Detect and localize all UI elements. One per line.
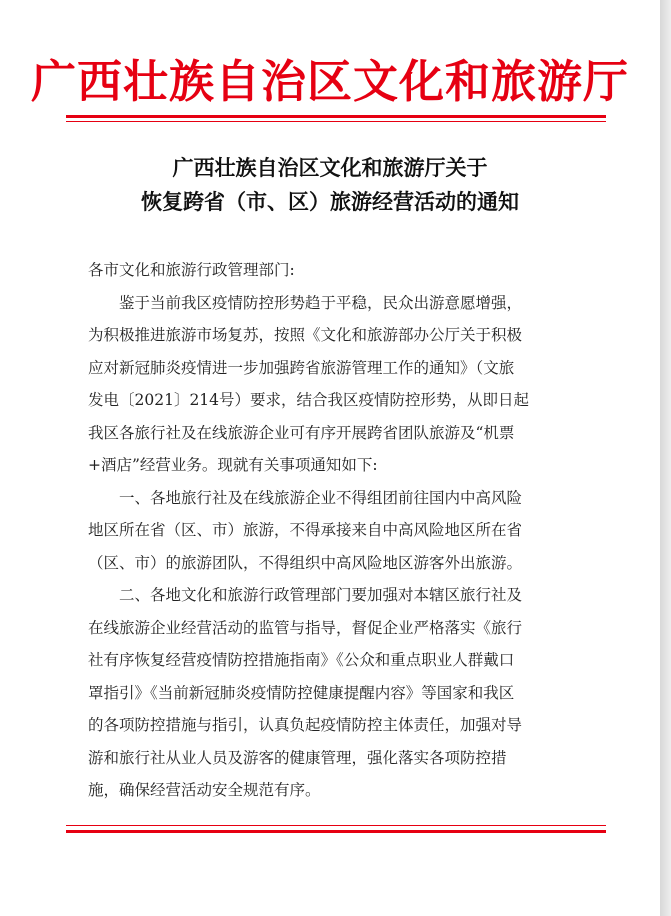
footer-divider-thin [66, 825, 606, 826]
paragraph-3-line: 二、各地文化和旅游行政管理部门要加强对本辖区旅行社及 [119, 586, 523, 604]
salutation: 各市文化和旅游行政管理部门: [88, 261, 295, 279]
page-edge-shadow [660, 0, 671, 916]
document-title-line-2: 恢复跨省（市、区）旅游经营活动的通知 [141, 189, 519, 214]
header-divider-thin [66, 121, 606, 122]
paragraph-1-line: 鉴于当前我区疫情防控形势趋于平稳，民众出游意愿增强， [119, 293, 523, 312]
paragraph-1-line: 应对新冠肺炎疫情进一步加强跨省旅游管理工作的通知》（文旅 [88, 358, 515, 377]
document-title-line-1: 广西壮族自治区文化和旅游厅关于 [172, 155, 488, 180]
paragraph-2-line: （区、市）的旅游团队，不得组织中高风险地区游客外出旅游。 [88, 553, 523, 572]
paragraph-1-line: 发电〔2021〕214号）要求，结合我区疫情防控形势，从即日起 [88, 391, 530, 409]
masthead-title: 广西壮族自治区文化和旅游厅 [30, 55, 629, 108]
paragraph-3-line: 社有序恢复经营疫情防控措施指南》《公众和重点职业人群戴口 [88, 651, 515, 669]
paragraph-1-line: 为积极推进旅游市场复苏，按照《文化和旅游部办公厅关于积极 [88, 326, 523, 344]
paragraph-1-line: 我区各旅行社及在线旅游企业可有序开展跨省团队旅游及“机票 [88, 423, 515, 442]
paragraph-1-line: +酒店”经营业务。现就有关事项通知如下: [88, 456, 378, 474]
document-body [88, 254, 588, 807]
footer-divider-thick [66, 830, 606, 833]
paragraph-3-line: 罩指引》《当前新冠肺炎疫情防控健康提醒内容》等国家和我区 [88, 683, 515, 702]
paragraph-3-line: 在线旅游企业经营活动的监管与指导，督促企业严格落实《旅行 [88, 618, 523, 637]
paragraph-2-line: 地区所在省（区、市）旅游，不得承接来自中高风险地区所在省 [88, 521, 523, 539]
paragraph-3-line: 的各项防控措施与指引，认真负起疫情防控主体责任，加强对导 [88, 716, 523, 734]
paragraph-3-line: 游和旅行社从业人员及游客的健康管理，强化落实各项防控措 [88, 748, 507, 767]
header-divider-thick [66, 115, 606, 118]
paragraph-3-line: 施，确保经营活动安全规范有序。 [88, 781, 321, 799]
paragraph-2-line: 一、各地旅行社及在线旅游企业不得组团前往国内中高风险 [119, 488, 523, 507]
